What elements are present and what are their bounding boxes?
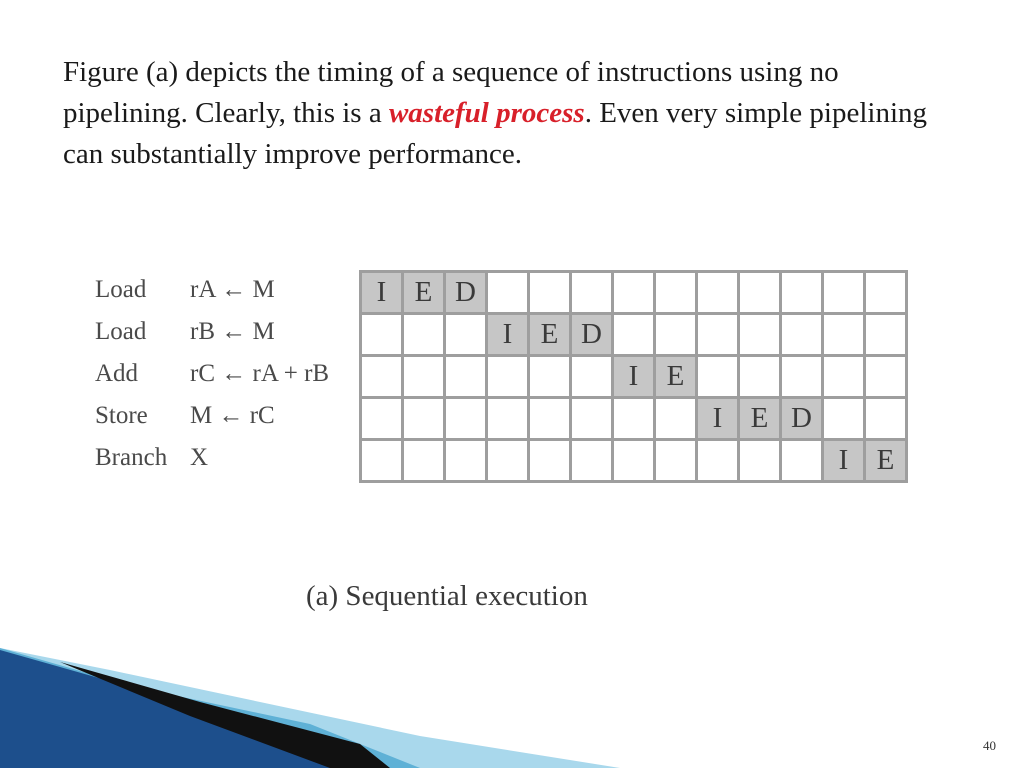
instruction-expr: rC ← rA + rB bbox=[190, 360, 330, 387]
empty-cell bbox=[866, 399, 905, 438]
empty-cell bbox=[782, 441, 821, 480]
empty-cell bbox=[530, 399, 569, 438]
empty-cell bbox=[656, 273, 695, 312]
instruction-expr: X bbox=[190, 444, 209, 471]
stage-cell: E bbox=[740, 399, 779, 438]
instruction-op: Load bbox=[95, 318, 147, 345]
empty-cell bbox=[446, 399, 485, 438]
empty-cell bbox=[446, 357, 485, 396]
empty-cell bbox=[362, 315, 401, 354]
empty-cell bbox=[530, 357, 569, 396]
empty-cell bbox=[614, 399, 653, 438]
empty-cell bbox=[782, 315, 821, 354]
stage-cell: I bbox=[362, 273, 401, 312]
empty-cell bbox=[404, 315, 443, 354]
empty-cell bbox=[824, 273, 863, 312]
empty-cell bbox=[404, 399, 443, 438]
stage-cell: E bbox=[866, 441, 905, 480]
empty-cell bbox=[740, 315, 779, 354]
timing-grid bbox=[359, 270, 908, 483]
empty-cell bbox=[446, 441, 485, 480]
empty-cell bbox=[656, 441, 695, 480]
empty-cell bbox=[740, 273, 779, 312]
empty-cell bbox=[530, 273, 569, 312]
stage-cell: E bbox=[404, 273, 443, 312]
stage-cell: D bbox=[572, 315, 611, 354]
emphasis-text: wasteful process bbox=[388, 97, 585, 129]
stage-cell: I bbox=[698, 399, 737, 438]
empty-cell bbox=[698, 273, 737, 312]
empty-cell bbox=[404, 357, 443, 396]
stage-cell: D bbox=[782, 399, 821, 438]
empty-cell bbox=[488, 357, 527, 396]
stage-cell: E bbox=[530, 315, 569, 354]
empty-cell bbox=[572, 273, 611, 312]
empty-cell bbox=[740, 441, 779, 480]
empty-cell bbox=[824, 357, 863, 396]
instruction-op: Store bbox=[95, 402, 148, 429]
empty-cell bbox=[572, 357, 611, 396]
stage-cell: I bbox=[824, 441, 863, 480]
stage-cell: I bbox=[614, 357, 653, 396]
instruction-op: Add bbox=[95, 360, 139, 387]
empty-cell bbox=[446, 315, 485, 354]
empty-cell bbox=[866, 315, 905, 354]
page-number: 40 bbox=[983, 738, 996, 753]
empty-cell bbox=[698, 357, 737, 396]
instruction-op: Load bbox=[95, 276, 147, 303]
empty-cell bbox=[656, 399, 695, 438]
empty-cell bbox=[740, 357, 779, 396]
instruction-expr: M ← rC bbox=[190, 402, 275, 429]
decorative-swoosh bbox=[0, 640, 620, 768]
empty-cell bbox=[530, 441, 569, 480]
empty-cell bbox=[614, 315, 653, 354]
stage-cell: E bbox=[656, 357, 695, 396]
body-paragraph bbox=[63, 52, 963, 175]
instruction-expr: rB ← M bbox=[190, 318, 275, 345]
empty-cell bbox=[362, 441, 401, 480]
empty-cell bbox=[614, 273, 653, 312]
empty-cell bbox=[698, 441, 737, 480]
empty-cell bbox=[362, 399, 401, 438]
empty-cell bbox=[404, 441, 443, 480]
empty-cell bbox=[572, 441, 611, 480]
paragraph-text-start: Figure (a) depicts the timing of a sequence of instructions using no pipelining. Clearly, this is a bbox=[63, 56, 839, 129]
empty-cell bbox=[572, 399, 611, 438]
empty-cell bbox=[362, 357, 401, 396]
empty-cell bbox=[488, 441, 527, 480]
empty-cell bbox=[488, 399, 527, 438]
paragraph-text-end: . Even very simple pipelining can substantially improve performance. bbox=[63, 97, 927, 170]
empty-cell bbox=[824, 315, 863, 354]
stage-cell: I bbox=[488, 315, 527, 354]
figure-caption: (a) Sequential execution bbox=[306, 580, 588, 612]
empty-cell bbox=[782, 273, 821, 312]
empty-cell bbox=[866, 357, 905, 396]
empty-cell bbox=[782, 357, 821, 396]
instruction-expr: rA ← M bbox=[190, 276, 275, 303]
stage-cell: D bbox=[446, 273, 485, 312]
empty-cell bbox=[656, 315, 695, 354]
empty-cell bbox=[614, 441, 653, 480]
empty-cell bbox=[698, 315, 737, 354]
empty-cell bbox=[488, 273, 527, 312]
instruction-op: Branch bbox=[95, 444, 168, 471]
empty-cell bbox=[866, 273, 905, 312]
empty-cell bbox=[824, 399, 863, 438]
